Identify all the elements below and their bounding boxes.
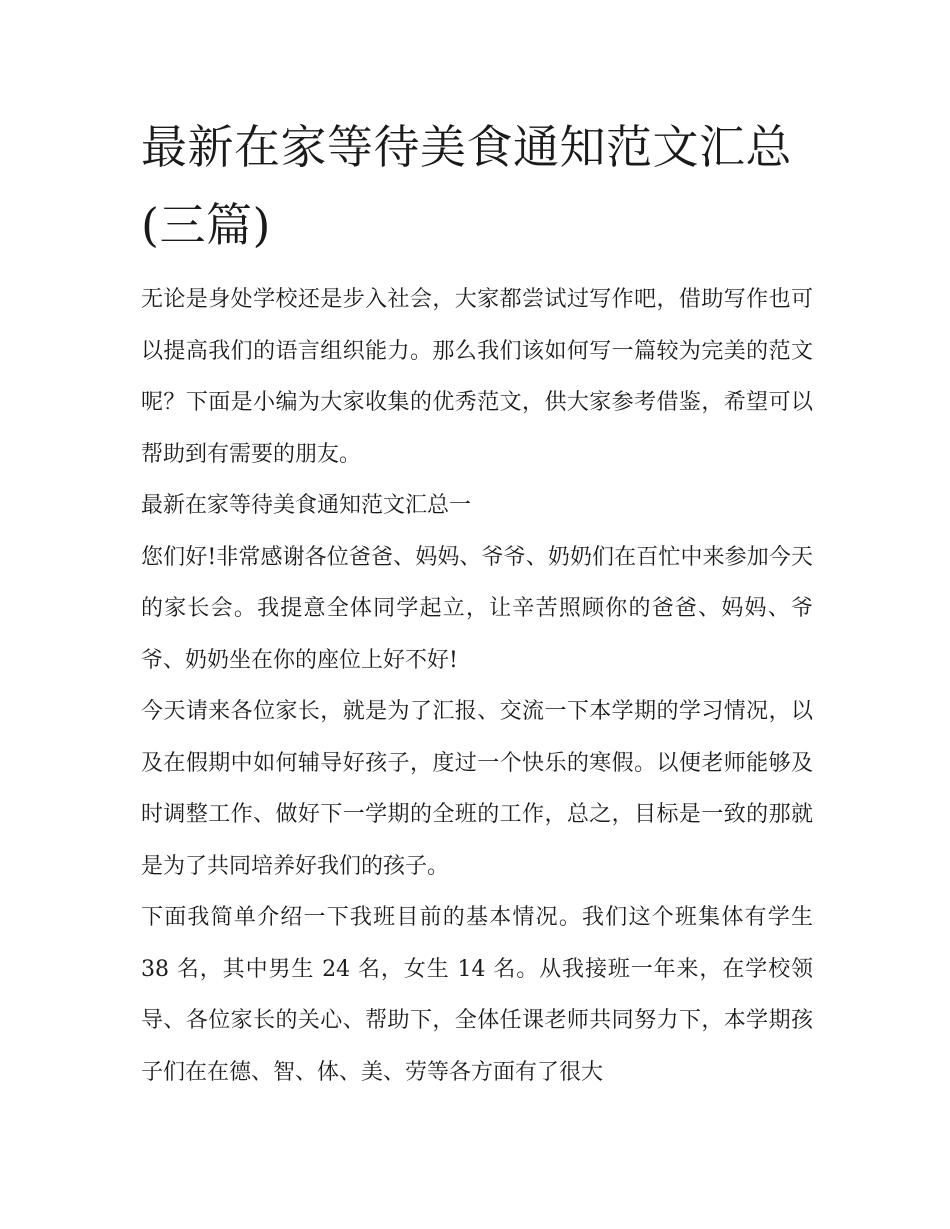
document-title: 最新在家等待美食通知范文汇总(三篇) — [141, 120, 792, 252]
document-page — [141, 108, 813, 1098]
section-heading: 最新在家等待美食通知范文汇总一 — [141, 493, 472, 518]
body-paragraph: 下面我简单介绍一下我班目前的基本情况。我们这个班集体有学生 38 名，其中男生 24 名，女生 14 名。从我接班一年来，在学校领导、各位家长的关心、帮助下，全体任课老师共同努力下，本学期孩子们在在德、智、体、美、劳等各方面有了很大 — [141, 905, 813, 1085]
body-paragraph: 您们好!非常感谢各位爸爸、妈妈、爷爷、奶奶们在百忙中来参加今天的家长会。我提意全体同学起立，让辛苦照顾你的爸爸、妈妈、爷爷、奶奶坐在你的座位上好不好! — [141, 544, 813, 673]
body-paragraph: 今天请来各位家长，就是为了汇报、交流一下本学期的学习情况，以及在假期中如何辅导好孩子，度过一个快乐的寒假。以便老师能够及时调整工作、做好下一学期的全班的工作，总之，目标是一致的那就是为了共同培养好我们的孩子。 — [141, 699, 813, 879]
intro-paragraph: 无论是身处学校还是步入社会，大家都尝试过写作吧，借助写作也可以提高我们的语言组织能力。那么我们该如何写一篇较为完美的范文呢？下面是小编为大家收集的优秀范文，供大家参考借鉴，希望可以帮助到有需要的朋友。 — [141, 287, 813, 467]
